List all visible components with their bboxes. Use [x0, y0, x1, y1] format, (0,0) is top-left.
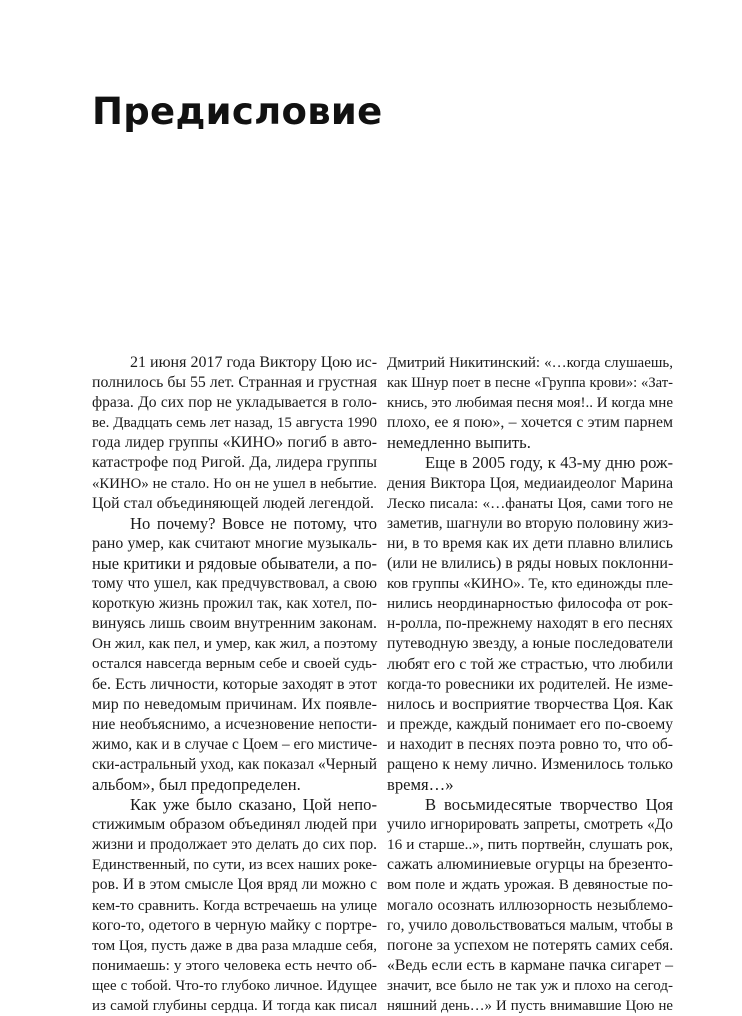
text-line: кого-то, одетого в черную майку с портре-	[92, 916, 377, 934]
text-line: ные критики и рядовые обыватели, а по-	[92, 553, 377, 573]
text-line: В восьмидесятые творчество Цоя	[425, 795, 673, 815]
text-line: погоне за успехом не потерять самих себя.	[387, 936, 674, 954]
text-line: Он жил, как пел, и умер, как жил, а поэтому	[92, 635, 378, 653]
text-line: ращено к нему лично. Изменилось только	[387, 755, 673, 773]
text-line: «Ведь если есть в кармане пачка сигарет –	[387, 956, 673, 974]
text-line: сажать алюминиевые огурцы на брезенто-	[387, 856, 673, 874]
text-line: Единственный, по сути, из всех наших роке-	[92, 857, 378, 874]
text-line: ние необъяснимо, а исчезновение непости-	[92, 715, 377, 733]
text-line: фраза. До сих пор не укладывается в голо-	[92, 394, 377, 412]
text-line: 16 и старше..», пить портвейн, слушать рок,	[387, 836, 673, 854]
left-text-column	[92, 353, 377, 1016]
text-line: дения Виктора Цоя, медиаидеолог Марина	[387, 474, 673, 492]
text-line: Еще в 2005 году, к 43-му дню рож-	[425, 453, 673, 473]
text-line: няшний день…» И пусть внимавшие Цою не	[387, 998, 673, 1014]
text-line: Как уже было сказано, Цой непо-	[130, 795, 377, 815]
text-line: из самой глубины сердца. И тогда как писал	[92, 998, 377, 1014]
text-line: учило игнорировать запреты, смотреть «До	[387, 816, 673, 834]
text-line: могало осознать иллюзорность незыблемо-	[387, 896, 673, 914]
text-line: «КИНО» не стало. Но он не ушел в небытие.	[92, 475, 377, 492]
text-line: бе. Есть личности, которые заходят в этот	[92, 675, 377, 693]
text-line: катастрофе под Ригой. Да, лидера группы	[92, 454, 377, 472]
text-line: немедленно выпить.	[387, 433, 531, 453]
text-line: года лидер группы «КИНО» погиб в авто-	[92, 434, 377, 452]
text-line: жизни и продолжает это делать до сих пор.	[92, 836, 377, 854]
text-line: вом поле и ждать урожая. В девяностые по-	[387, 876, 673, 894]
text-line: альбом», был предопределен.	[92, 774, 301, 794]
text-line: Дмитрий Никитинский: «…когда слушаешь,	[387, 355, 673, 371]
text-line: когда-то ровесники их родителей. Не изме-	[387, 675, 673, 693]
text-line: том Цоя, пусть даже в два раза младше себя,	[92, 937, 377, 954]
text-line: любят его с той же страстью, что любили	[387, 655, 673, 674]
text-line: (или не влились) в ряды новых поклонни-	[387, 554, 674, 572]
text-line: значит, все было не так уж и плохо на сегод-	[387, 977, 673, 994]
text-line: ров. И в этом смысле Цоя вряд ли можно с	[92, 876, 377, 894]
text-line: ков группы «КИНО». Те, кто единожды пле-	[387, 576, 673, 593]
text-line: 21 июня 2017 года Виктору Цою ис-	[130, 354, 378, 371]
text-line: время…»	[387, 774, 454, 794]
text-line: как Шнур поет в песне «Группа крови»: «Зат-	[387, 375, 673, 392]
text-line: заметив, шагнули во вторую половину жиз-	[387, 514, 674, 532]
text-line: путеводную звезду, а юные последователи	[387, 635, 673, 653]
text-line: Леско писала: «…фанаты Цоя, сами того не	[387, 494, 673, 512]
text-line: нились неординарностью философа от рок-	[387, 595, 673, 613]
text-line: полнилось бы 55 лет. Странная и грустная	[92, 374, 377, 392]
text-line: ни, в то время как их дети плавно влились	[387, 534, 673, 552]
text-line: понимаешь: у этого человека есть нечто об-	[92, 956, 377, 974]
text-line: стижимым образом объединял людей при	[92, 816, 377, 834]
text-line: и прежде, каждый понимает его по-своему	[387, 715, 673, 733]
text-line: тому что ушел, как предчувствовал, а свою	[92, 575, 377, 593]
text-line: плохо, ее я пою», – хочется с этим парнем	[387, 414, 673, 432]
text-line: рано умер, как считают многие музыкаль-	[92, 534, 377, 552]
text-line: винуясь лишь своим внутренним законам.	[92, 615, 377, 633]
text-line: кем-то сравнить. Когда встречаешь на улице	[92, 897, 377, 914]
text-line: го, учило довольствоваться малым, чтобы в	[387, 916, 673, 934]
text-line: ски-астральный уход, как показал «Черный	[92, 755, 377, 773]
text-line: жимо, как и в случае с Цоем – его мистиче-	[92, 735, 378, 753]
text-line: остался навсегда верным себе и своей судь-	[92, 655, 377, 673]
text-line: Но почему? Вовсе не потому, что	[130, 513, 377, 533]
text-line: кнись, это любимая песня моя!.. И когда мне	[387, 395, 673, 412]
text-line: нилось и восприятие творчества Цоя. Как	[387, 695, 673, 713]
text-line: и находит в песнях поэта ровно то, что об-	[387, 735, 673, 753]
text-line: мир по неведомым причинам. Их появле-	[92, 695, 377, 713]
page-title: Предисловие	[92, 90, 383, 133]
text-line: н-ролла, по-прежнему находят в его песнях	[387, 615, 673, 633]
right-text-column	[387, 353, 673, 1016]
text-line: короткую жизнь прожил так, как хотел, по-	[92, 595, 377, 613]
text-line: ве. Двадцать семь лет назад, 15 августа 1990	[92, 415, 377, 432]
text-line: щее с тобой. Что-то глубоко личное. Идущее	[92, 977, 377, 994]
text-line: Цой стал объединяющей людей легендой.	[92, 494, 374, 512]
